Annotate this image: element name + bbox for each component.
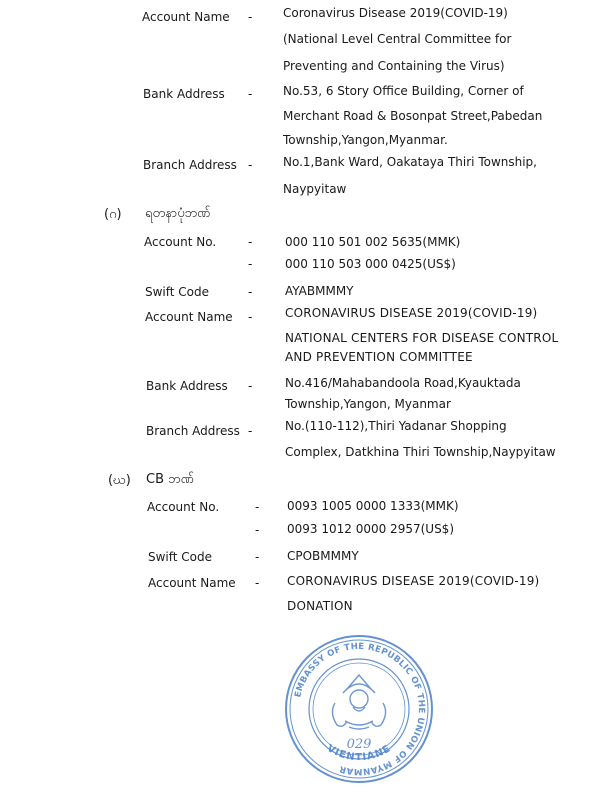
branch-address-line-2: Complex, Datkhina Thiri Township,Naypyitaw: [285, 445, 556, 459]
separator-dash: -: [248, 235, 253, 249]
separator-dash: -: [255, 550, 260, 564]
bank-address-line-2: Township,Yangon, Myanmar: [285, 397, 451, 411]
bank-address-line-1: No.416/Mahabandoola Road,Kyauktada: [285, 376, 521, 390]
branch-address-label: Branch Address: [143, 158, 237, 172]
account-no-label: Account No.: [144, 235, 217, 249]
swift-code-label: Swift Code: [148, 550, 213, 564]
branch-address-label: Branch Address: [146, 424, 240, 438]
branch-address-line-2: Naypyitaw: [283, 182, 347, 196]
separator-dash: -: [248, 379, 253, 393]
seal-ring-text: EMBASSY OF THE REPUBLIC OF THE UNION OF MYANMAR: [293, 641, 427, 777]
branch-address-line-1: No.1,Bank Ward, Oakataya Thiri Township,: [283, 155, 537, 169]
seal-city: VIENTIANE: [324, 743, 394, 764]
account-number-mmk: 000 110 501 002 5635(MMK): [285, 235, 461, 249]
account-name-line-3: AND PREVENTION COMMITTEE: [285, 350, 473, 364]
account-name-line-2: (National Level Central Committee for: [283, 32, 512, 46]
account-number-usd: 0093 1012 0000 2957(US$): [287, 522, 454, 536]
account-name-label: Account Name: [145, 310, 233, 324]
bank-address-line-2: Merchant Road & Bosonpat Street,Pabedan: [283, 109, 543, 123]
account-name-line-2: NATIONAL CENTERS FOR DISEASE CONTROL: [285, 331, 559, 345]
account-number-mmk: 0093 1005 0000 1333(MMK): [287, 499, 459, 513]
account-name-line-1: CORONAVIRUS DISEASE 2019(COVID-19): [285, 306, 538, 320]
seal-number: 029: [346, 737, 372, 752]
separator-dash: -: [248, 10, 253, 24]
bank-address-line-3: Township,Yangon,Myanmar.: [283, 133, 448, 147]
separator-dash: -: [248, 310, 253, 324]
account-name-label: Account Name: [142, 10, 230, 24]
bank-name-ayeyarwady: ရတနာပုံဘဏ်: [145, 206, 211, 221]
account-name-line-3: Preventing and Containing the Virus): [283, 59, 505, 73]
separator-dash: -: [255, 576, 260, 590]
bank-address-line-1: No.53, 6 Story Office Building, Corner of: [283, 84, 524, 98]
section-marker-gha: (ဃ): [108, 473, 131, 488]
swift-code-label: Swift Code: [145, 285, 210, 299]
account-name-line-1: Coronavirus Disease 2019(COVID-19): [283, 6, 508, 20]
coat-of-arms-icon: [332, 675, 385, 729]
bank-name-cb: CB ဘဏ်: [146, 472, 194, 487]
account-name-line-2: DONATION: [287, 599, 353, 613]
separator-dash: -: [248, 158, 253, 172]
swift-code-value: CPOBMMMY: [287, 549, 359, 563]
separator-dash: -: [248, 257, 253, 271]
account-number-usd: 000 110 503 000 0425(US$): [285, 257, 456, 271]
branch-address-line-1: No.(110-112),Thiri Yadanar Shopping: [285, 419, 507, 433]
section-marker-ga: (ဂ): [104, 207, 122, 222]
separator-dash: -: [248, 87, 253, 101]
separator-dash: -: [248, 285, 253, 299]
account-name-line-1: CORONAVIRUS DISEASE 2019(COVID-19): [287, 574, 540, 588]
account-name-label: Account Name: [148, 576, 236, 590]
separator-dash: -: [248, 424, 253, 438]
separator-dash: -: [255, 500, 260, 514]
swift-code-value: AYABMMMY: [285, 284, 354, 298]
separator-dash: -: [255, 523, 260, 537]
embassy-seal-stamp: [283, 633, 435, 785]
bank-address-label: Bank Address: [143, 87, 225, 101]
account-no-label: Account No.: [147, 500, 220, 514]
bank-address-label: Bank Address: [146, 379, 228, 393]
